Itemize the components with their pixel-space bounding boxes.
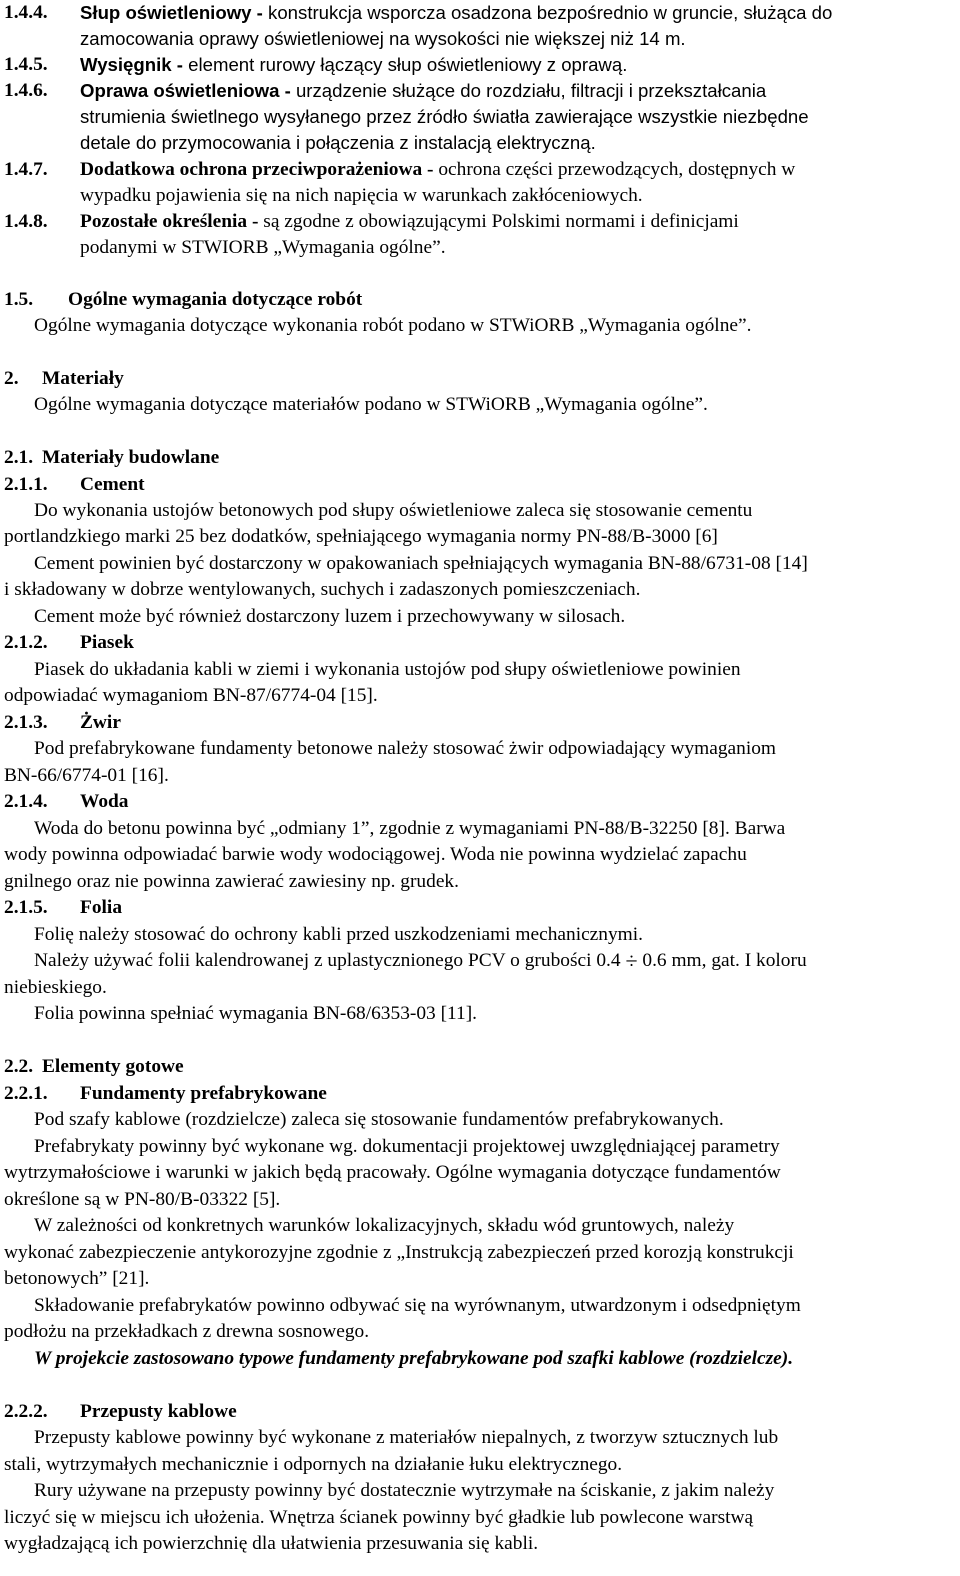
paragraph-line: stali, wytrzymałych mechanicznie i odpornych na działanie łuku elektrycznego. xyxy=(4,1454,623,1475)
definition-line: podanymi w STWIORB „Wymagania ogólne”. xyxy=(80,237,446,258)
definition-text: konstrukcja wsporcza osadzona bezpośrednio w gruncie, służąca do xyxy=(262,2,833,23)
definition-text: są zgodne z obowiązującymi Polskimi normami i definicjami xyxy=(258,211,739,232)
section-number: 2.2.1. xyxy=(4,1083,48,1104)
paragraph-line: Składowanie prefabrykatów powinno odbywać się na wyrównanym, utwardzonym i odsedpniętym xyxy=(34,1295,801,1316)
definition-line xyxy=(80,78,766,104)
definition-line xyxy=(80,157,795,183)
paragraph-line: Folię należy stosować do ochrony kabli przed uszkodzeniami mechanicznymi. xyxy=(34,924,643,945)
definition-line xyxy=(80,0,832,26)
paragraph-line: BN-66/6774-01 [16]. xyxy=(4,765,169,786)
paragraph-text: 0.6 mm, gat. I koloru xyxy=(642,950,807,971)
section-number: 2.1.1. xyxy=(4,474,48,495)
section-title: Materiały xyxy=(42,368,124,389)
definition-term: Słup oświetleniowy - xyxy=(80,2,263,23)
range-symbol: ÷ xyxy=(625,948,638,973)
paragraph-line: Cement powinien być dostarczony w opakowaniach spełniających wymagania BN-88/6731-08 [14] xyxy=(34,553,808,574)
paragraph-line: Prefabrykaty powinny być wykonane wg. dokumentacji projektowej uwzględniającej parametry xyxy=(34,1136,780,1157)
section-number: 2.2.2. xyxy=(4,1401,48,1422)
paragraph-line: liczyć się w miejscu ich ułożenia. Wnętrza ścianek powinny być gładkie lub powlecone warstwą xyxy=(4,1507,754,1528)
definition-text: ochrona części przewodzących, dostępnych w xyxy=(433,159,796,180)
paragraph-line: Rury używane na przepusty powinny być dostatecznie wytrzymałe na ściskanie, z jakim należy xyxy=(34,1480,775,1501)
paragraph-line: Piasek do układania kabli w ziemi i wykonania ustojów pod słupy oświetleniowe powinien xyxy=(34,659,741,680)
definition-term: Oprawa oświetleniowa - xyxy=(80,80,291,101)
section-number: 2.1.5. xyxy=(4,897,48,918)
definition-term: Pozostałe określenia - xyxy=(80,211,259,232)
paragraph-line: Folia powinna spełniać wymagania BN-68/6353-03 [11]. xyxy=(34,1003,478,1024)
definition-line: strumienia świetlnego wysyłanego przez źródło światła zawierające wszystkie niezbędne xyxy=(80,106,809,127)
paragraph-line: Ogólne wymagania dotyczące wykonania robót podano w STWiORB „Wymagania ogólne”. xyxy=(34,315,752,336)
section-number: 1.4.4. xyxy=(4,2,48,23)
paragraph-line: wytrzymałościowe i warunki w jakich będą pracowały. Ogólne wymagania dotyczące fundamentów xyxy=(4,1162,781,1183)
paragraph-line: betonowych” [21]. xyxy=(4,1268,150,1289)
section-number: 2.2. xyxy=(4,1056,34,1077)
section-number: 2.1.4. xyxy=(4,791,48,812)
paragraph-line: wygładzającą ich powierzchnię dla ułatwienia przesuwania się kabli. xyxy=(4,1533,539,1554)
section-title: Cement xyxy=(80,474,145,495)
paragraph-line: gnilnego oraz nie powinna zawierać zawiesiny np. grudek. xyxy=(4,871,459,892)
section-title: Elementy gotowe xyxy=(42,1056,184,1077)
section-title: Fundamenty prefabrykowane xyxy=(80,1083,327,1104)
section-number: 2. xyxy=(4,368,19,389)
section-title: Ogólne wymagania dotyczące robót xyxy=(68,289,363,310)
section-title: Folia xyxy=(80,897,123,918)
section-number: 2.1.2. xyxy=(4,632,48,653)
section-number: 2.1.3. xyxy=(4,712,48,733)
section-number: 1.5. xyxy=(4,289,34,310)
paragraph-line: wody powinna odpowiadać barwie wody wodociągowej. Woda nie powinna wydzielać zapachu xyxy=(4,844,747,865)
definition-line: wypadku pojawienia się na nich napięcia w warunkach zakłóceniowych. xyxy=(80,185,643,206)
paragraph-line: Woda do betonu powinna być „odmiany 1”, zgodnie z wymaganiami PN-88/B-32250 [8]. Barwa xyxy=(34,818,786,839)
paragraph-line: Do wykonania ustojów betonowych pod słupy oświetleniowe zaleca się stosowanie cementu xyxy=(34,500,753,521)
definition-line xyxy=(80,52,627,78)
definition-text: urządzenie służące do rozdziału, filtracji i przekształcania xyxy=(290,80,767,101)
section-number: 2.1. xyxy=(4,447,34,468)
paragraph-line: Cement może być również dostarczony luzem i przechowywany w silosach. xyxy=(34,606,626,627)
emphasized-note: W projekcie zastosowano typowe fundamenty prefabrykowane pod szafki kablowe (rozdzielcze). xyxy=(34,1348,794,1369)
paragraph-line: określone są w PN-80/B-03322 [5]. xyxy=(4,1189,281,1210)
section-number: 1.4.6. xyxy=(4,80,48,101)
section-number: 1.4.8. xyxy=(4,211,48,232)
definition-term: Wysięgnik - xyxy=(80,54,183,75)
paragraph-line: odpowiadać wymaganiom BN-87/6774-04 [15]. xyxy=(4,685,378,706)
definition-line: detale do przymocowania i połączenia z instalacją elektryczną. xyxy=(80,132,596,153)
section-number: 1.4.5. xyxy=(4,54,48,75)
section-title: Przepusty kablowe xyxy=(80,1401,237,1422)
paragraph-line: wykonać zabezpieczenie antykorozyjne zgodnie z „Instrukcją zabezpieczeń przed korozją konstrukcji xyxy=(4,1242,794,1263)
paragraph-line: Przepusty kablowe powinny być wykonane z materiałów niepalnych, z tworzyw sztucznych lub xyxy=(34,1427,779,1448)
section-title: Piasek xyxy=(80,632,134,653)
definition-text: element rurowy łączący słup oświetleniowy z oprawą. xyxy=(182,54,628,75)
paragraph-line: W zależności od konkretnych warunków lokalizacyjnych, składu wód gruntowych, należy xyxy=(34,1215,735,1236)
paragraph-line: niebieskiego. xyxy=(4,977,107,998)
section-title: Żwir xyxy=(80,712,121,733)
definition-term: Dodatkowa ochrona przeciwporażeniowa - xyxy=(80,159,434,180)
paragraph-line xyxy=(34,948,807,974)
paragraph-line: Pod szafy kablowe (rozdzielcze) zaleca się stosowanie fundamentów prefabrykowanych. xyxy=(34,1109,724,1130)
definition-line xyxy=(80,209,739,235)
paragraph-line: Pod prefabrykowane fundamenty betonowe należy stosować żwir odpowiadający wymaganiom xyxy=(34,738,776,759)
paragraph-line: i składowany w dobrze wentylowanych, suchych i zadaszonych pomieszczeniach. xyxy=(4,579,641,600)
paragraph-line: portlandzkiego marki 25 bez dodatków, spełniającego wymagania normy PN-88/B-3000 [6] xyxy=(4,526,718,547)
paragraph-line: Ogólne wymagania dotyczące materiałów podano w STWiORB „Wymagania ogólne”. xyxy=(34,394,708,415)
definition-line: zamocowania oprawy oświetleniowej na wysokości nie większej niż 14 m. xyxy=(80,28,686,49)
section-number: 1.4.7. xyxy=(4,159,48,180)
section-title: Materiały budowlane xyxy=(42,447,220,468)
paragraph-text: Należy używać folii kalendrowanej z uplastycznionego PCV o grubości 0.4 xyxy=(34,950,621,971)
paragraph-line: podłożu na przekładkach z drewna sosnowego. xyxy=(4,1321,370,1342)
section-title: Woda xyxy=(80,791,129,812)
